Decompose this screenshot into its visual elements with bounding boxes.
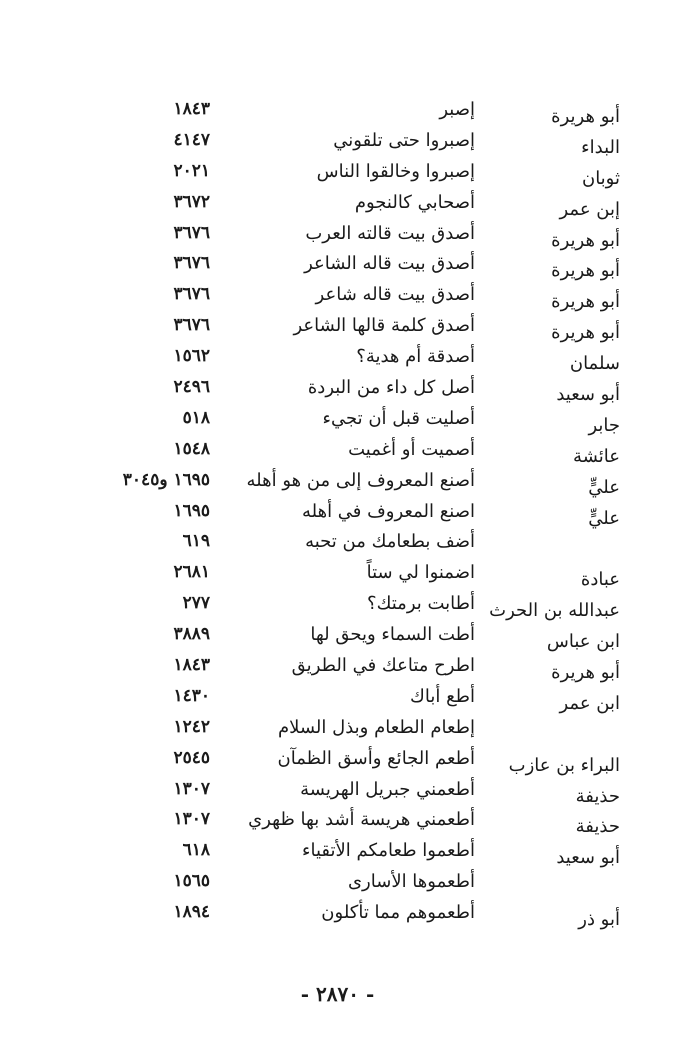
index-entry — [0, 683, 675, 714]
entry-hadith-number: ٢٥٤٥ — [173, 747, 210, 768]
entry-hadith-text: أطعم الجائع وأسق الظمآن — [277, 747, 475, 769]
index-entry — [0, 621, 675, 652]
entry-hadith-number: ٢٦٨١ — [173, 562, 210, 583]
entry-hadith-text: أصدق بيت قاله شاعر — [315, 284, 475, 306]
entry-hadith-text: أطعموها الأسارى — [347, 871, 475, 893]
entry-hadith-text: أصل كل داء من البردة — [307, 377, 475, 399]
entry-narrator: أبو سعيد — [556, 384, 620, 406]
entry-narrator: سلمان — [569, 353, 620, 375]
index-entry — [0, 528, 675, 559]
index-entry — [0, 343, 675, 374]
entry-hadith-number: ٣٨٨٩ — [173, 624, 210, 645]
entry-hadith-number: ٢٠٢١ — [173, 160, 210, 181]
entry-hadith-text: أطع أباك — [410, 685, 475, 707]
entry-hadith-number: ٣٦٧٦ — [173, 284, 210, 305]
entry-narrator: عليٍّ — [588, 476, 620, 498]
entry-hadith-number: ١٢٤٢ — [173, 716, 210, 737]
entry-hadith-number: ٣٦٧٦ — [173, 222, 210, 243]
entry-hadith-number: ٥١٨ — [182, 407, 210, 428]
hadith-index-list — [0, 96, 675, 930]
entry-hadith-text: أضف بطعامك من تحبه — [305, 531, 475, 553]
index-entry — [0, 220, 675, 251]
index-entry — [0, 498, 675, 529]
entry-hadith-number: ١٣٠٧ — [173, 809, 210, 830]
entry-narrator: إبن عمر — [559, 198, 620, 220]
entry-hadith-text: أطابت برمتك؟ — [367, 593, 475, 615]
index-entry — [0, 436, 675, 467]
entry-hadith-number: ٤١٤٧ — [173, 129, 210, 150]
entry-hadith-text: أطعمني جبريل الهريسة — [300, 778, 475, 800]
entry-hadith-number: ٢٧٧ — [182, 593, 210, 614]
entry-narrator: حذيفة — [575, 785, 620, 807]
entry-narrator: جابر — [588, 414, 620, 436]
index-entry — [0, 374, 675, 405]
entry-hadith-number: ٣٦٧٦ — [173, 315, 210, 336]
entry-narrator: أبو هريرة — [551, 106, 620, 127]
entry-hadith-text: إصبروا وخالقوا الناس — [316, 160, 475, 182]
entry-hadith-number: ١٦٩٥ — [173, 500, 210, 521]
index-entry — [0, 96, 675, 127]
entry-hadith-text: أصليت قبل أن تجيء — [322, 407, 475, 429]
entry-hadith-number: ١٨٩٤ — [173, 902, 210, 923]
entry-hadith-text: إصبر — [439, 99, 475, 120]
entry-narrator: البراء بن عازب — [508, 754, 620, 776]
entry-narrator: حذيفة — [575, 816, 620, 838]
index-entry — [0, 250, 675, 281]
entry-narrator: ثوبان — [581, 167, 620, 189]
entry-hadith-text: أصميت أو أغميت — [348, 438, 475, 460]
entry-hadith-text: أطعموهم مما تأكلون — [321, 902, 475, 924]
entry-hadith-text: أصدق كلمة قالها الشاعر — [293, 315, 475, 337]
index-entry — [0, 868, 675, 899]
entry-hadith-number: ٣٦٧٦ — [173, 253, 210, 274]
entry-hadith-number: ٦١٩ — [182, 531, 210, 552]
entry-hadith-text: اضمنوا لي ستاً — [366, 562, 475, 584]
index-entry — [0, 806, 675, 837]
entry-narrator: ابن عمر — [559, 692, 620, 714]
entry-narrator: عبادة — [580, 569, 620, 591]
entry-hadith-text: إطعام الطعام وبذل السلام — [277, 716, 475, 738]
entry-narrator: ابن عباس — [546, 631, 620, 653]
entry-hadith-text: أصنع المعروف إلى من هو أهله — [246, 469, 475, 491]
index-entry — [0, 745, 675, 776]
entry-hadith-text: أطعموا طعامكم الأتقياء — [302, 840, 475, 862]
entry-narrator: عائشة — [573, 445, 620, 467]
index-entry — [0, 776, 675, 807]
entry-hadith-text: إصبروا حتى تلقوني — [333, 129, 475, 151]
index-entry — [0, 590, 675, 621]
entry-hadith-text: أطعمني هريسة أشد بها ظهري — [248, 809, 475, 831]
entry-narrator: عليٍّ — [588, 507, 620, 529]
index-entry — [0, 714, 675, 745]
index-entry — [0, 189, 675, 220]
index-entry — [0, 837, 675, 868]
entry-narrator: عبدالله بن الحرث — [489, 600, 620, 622]
index-entry — [0, 652, 675, 683]
entry-hadith-number: ٢٤٩٦ — [173, 377, 210, 398]
entry-hadith-number: ٦١٨ — [182, 840, 210, 861]
index-entry — [0, 127, 675, 158]
entry-hadith-number: ١٨٤٣ — [173, 99, 210, 119]
entry-hadith-number: ١٥٦٥ — [173, 871, 210, 892]
entry-hadith-number: ١٨٤٣ — [173, 655, 210, 676]
entry-hadith-number: ١٤٣٠ — [173, 685, 210, 706]
index-entry — [0, 899, 675, 930]
entry-hadith-text: اصنع المعروف في أهله — [301, 500, 475, 522]
entry-narrator: أبو ذر — [578, 909, 620, 931]
entry-narrator: أبو هريرة — [551, 260, 620, 282]
entry-hadith-text: أطت السماء ويحق لها — [310, 624, 475, 646]
index-entry — [0, 559, 675, 590]
index-entry — [0, 158, 675, 189]
entry-hadith-number: ١٦٩٥ و٣٠٤٥ — [122, 469, 210, 490]
entry-hadith-text: أصدق بيت قالته العرب — [305, 222, 475, 244]
entry-narrator: أبو سعيد — [556, 847, 620, 869]
entry-hadith-text: أصحابي كالنجوم — [354, 191, 475, 213]
entry-hadith-text: اطرح متاعك في الطريق — [291, 655, 475, 677]
entry-hadith-text: أصدقة أم هدية؟ — [356, 346, 475, 368]
index-entry — [0, 467, 675, 498]
index-entry — [0, 405, 675, 436]
entry-hadith-number: ١٥٦٢ — [173, 346, 210, 367]
entry-narrator: أبو هريرة — [551, 229, 620, 251]
entry-narrator: أبو هريرة — [551, 291, 620, 313]
index-entry — [0, 281, 675, 312]
entry-narrator: أبو هريرة — [551, 662, 620, 684]
entry-narrator: البداء — [581, 136, 620, 158]
index-entry — [0, 312, 675, 343]
entry-hadith-text: أصدق بيت قاله الشاعر — [304, 253, 475, 275]
entry-hadith-number: ٣٦٧٢ — [173, 191, 210, 212]
entry-hadith-number: ١٣٠٧ — [173, 778, 210, 799]
entry-hadith-number: ١٥٤٨ — [173, 438, 210, 459]
page-number: - ٢٨٧٠ - — [300, 982, 375, 1006]
entry-narrator: أبو هريرة — [551, 322, 620, 344]
